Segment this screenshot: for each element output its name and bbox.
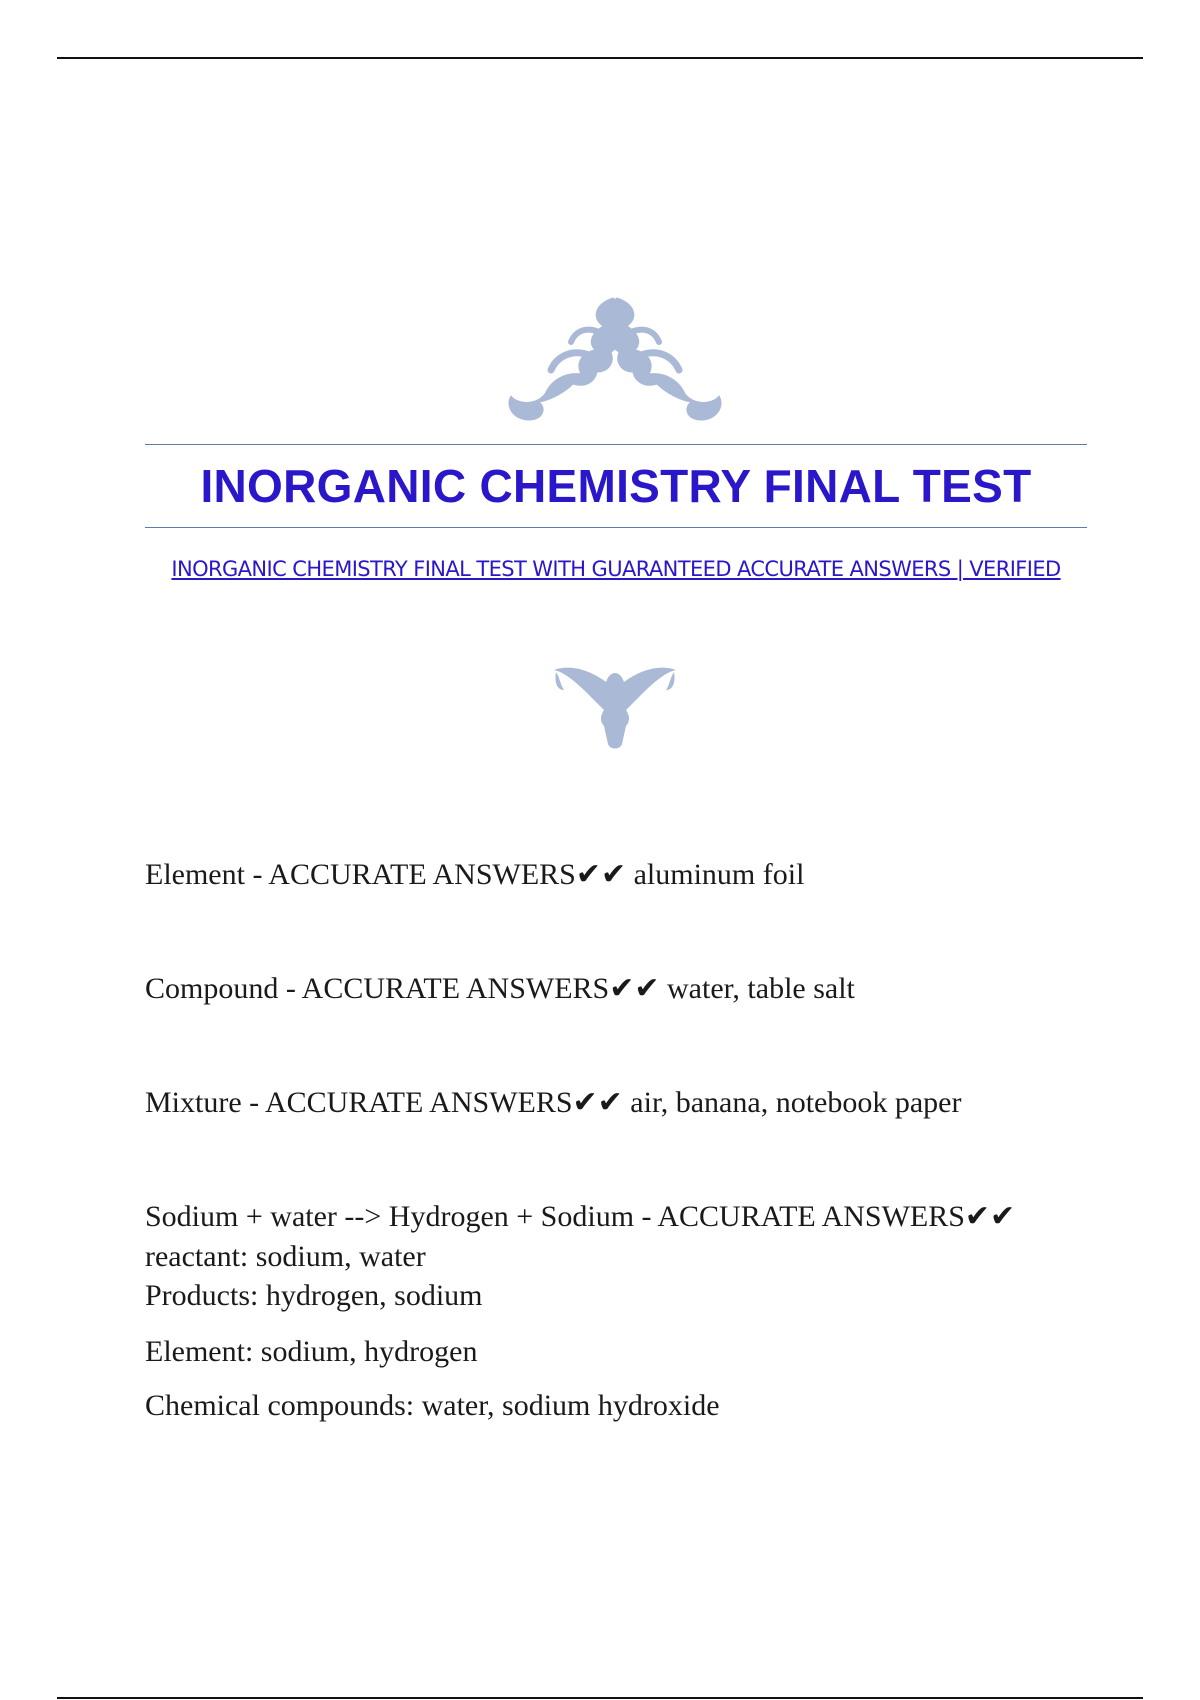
entry-mixture: Mixture - ACCURATE ANSWERS✔✔ air, banana, notebook paper xyxy=(145,1086,962,1119)
floral-divider-icon xyxy=(550,660,680,750)
subtitle-link[interactable]: INORGANIC CHEMISTRY FINAL TEST WITH GUARANTEED ACCURATE ANSWERS | VERIFIED xyxy=(171,557,1061,581)
floral-flourish-icon xyxy=(495,296,735,426)
page-top-rule xyxy=(57,57,1143,59)
document-title: INORGANIC CHEMISTRY FINAL TEST xyxy=(200,460,1032,512)
detail-elements: Element: sodium, hydrogen xyxy=(145,1335,478,1368)
entry-compound: Compound - ACCURATE ANSWERS✔✔ water, table salt xyxy=(145,972,855,1005)
entry-element: Element - ACCURATE ANSWERS✔✔ aluminum foil xyxy=(145,858,805,891)
title-bottom-rule xyxy=(145,527,1087,528)
page-bottom-rule xyxy=(57,1697,1143,1699)
detail-products: Products: hydrogen, sodium xyxy=(145,1279,483,1312)
detail-compounds: Chemical compounds: water, sodium hydroxide xyxy=(145,1389,720,1422)
title-top-rule xyxy=(145,444,1087,445)
entry-sodium-reaction: Sodium + water --> Hydrogen + Sodium - ACCURATE ANSWERS✔✔ reactant: sodium, water xyxy=(145,1200,1016,1273)
